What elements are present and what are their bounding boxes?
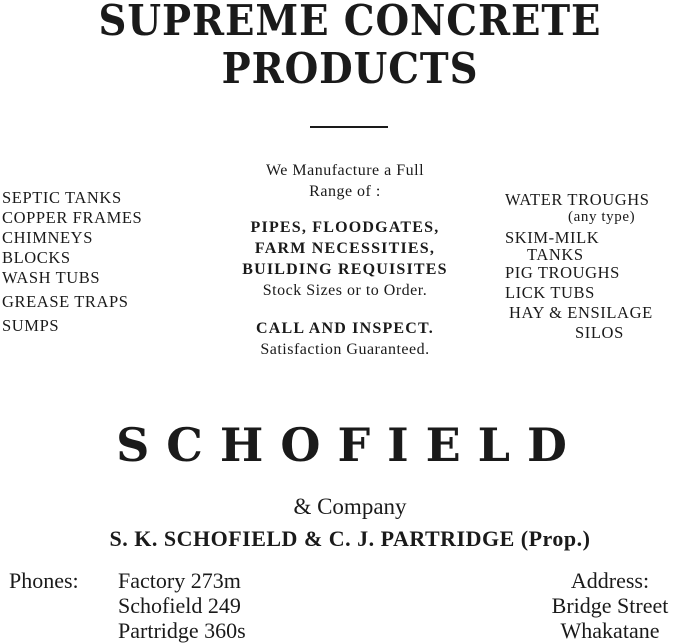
list-item: WASH TUBS xyxy=(2,268,101,287)
company-name: SCHOFIELD xyxy=(116,418,584,472)
list-item: SUMPS xyxy=(2,316,60,335)
phones-label: Phones: xyxy=(9,568,79,593)
left-product-list xyxy=(2,188,142,336)
phones-block xyxy=(118,568,246,643)
phone-partridge: Partridge 360s xyxy=(118,618,246,643)
address-label: Address: xyxy=(570,568,650,593)
intro-line-2: Range of : xyxy=(309,183,381,200)
phone-schofield: Schofield 249 xyxy=(118,593,241,618)
proprietors-line: S. K. SCHOFIELD & C. J. PARTRIDGE (Prop.) xyxy=(109,526,591,551)
list-item: SEPTIC TANKS xyxy=(2,188,122,207)
list-item: COPPER FRAMES xyxy=(2,208,143,227)
products-line-2: FARM NECESSITIES, xyxy=(254,240,436,257)
list-item: PIG TROUGHS xyxy=(505,263,620,282)
phone-factory: Factory 273m xyxy=(118,568,241,593)
products-line-3: BUILDING REQUISITES xyxy=(242,261,448,278)
intro-line-1: We Manufacture a Full xyxy=(265,162,425,179)
address-block xyxy=(520,568,700,643)
stock-line: Stock Sizes or to Order. xyxy=(262,282,428,299)
title-line-2: PRODUCTS xyxy=(221,44,479,93)
address-town: Whakatane xyxy=(560,618,660,643)
title-line-1: SUPREME CONCRETE xyxy=(98,0,602,45)
divider-rule xyxy=(310,126,388,128)
list-item: HAY & ENSILAGE xyxy=(509,303,653,322)
products-line-1: PIPES, FLOODGATES, xyxy=(250,219,440,236)
company-suffix: & Company xyxy=(293,494,407,519)
right-product-list xyxy=(505,190,700,343)
address-street: Bridge Street xyxy=(551,593,669,618)
satisfaction-line: Satisfaction Guaranteed. xyxy=(260,341,430,358)
list-item-note: TANKS xyxy=(527,245,584,264)
center-column xyxy=(200,160,490,360)
list-item: GREASE TRAPS xyxy=(2,292,129,311)
list-item-note: SILOS xyxy=(575,323,624,342)
list-item-note: (any type) xyxy=(568,209,636,225)
list-item: CHIMNEYS xyxy=(2,228,93,247)
list-item: BLOCKS xyxy=(2,248,71,267)
list-item: SKIM-MILK xyxy=(505,228,600,247)
list-item: LICK TUBS xyxy=(505,283,595,302)
list-item: WATER TROUGHS xyxy=(505,190,650,209)
call-line: CALL AND INSPECT. xyxy=(256,320,434,337)
